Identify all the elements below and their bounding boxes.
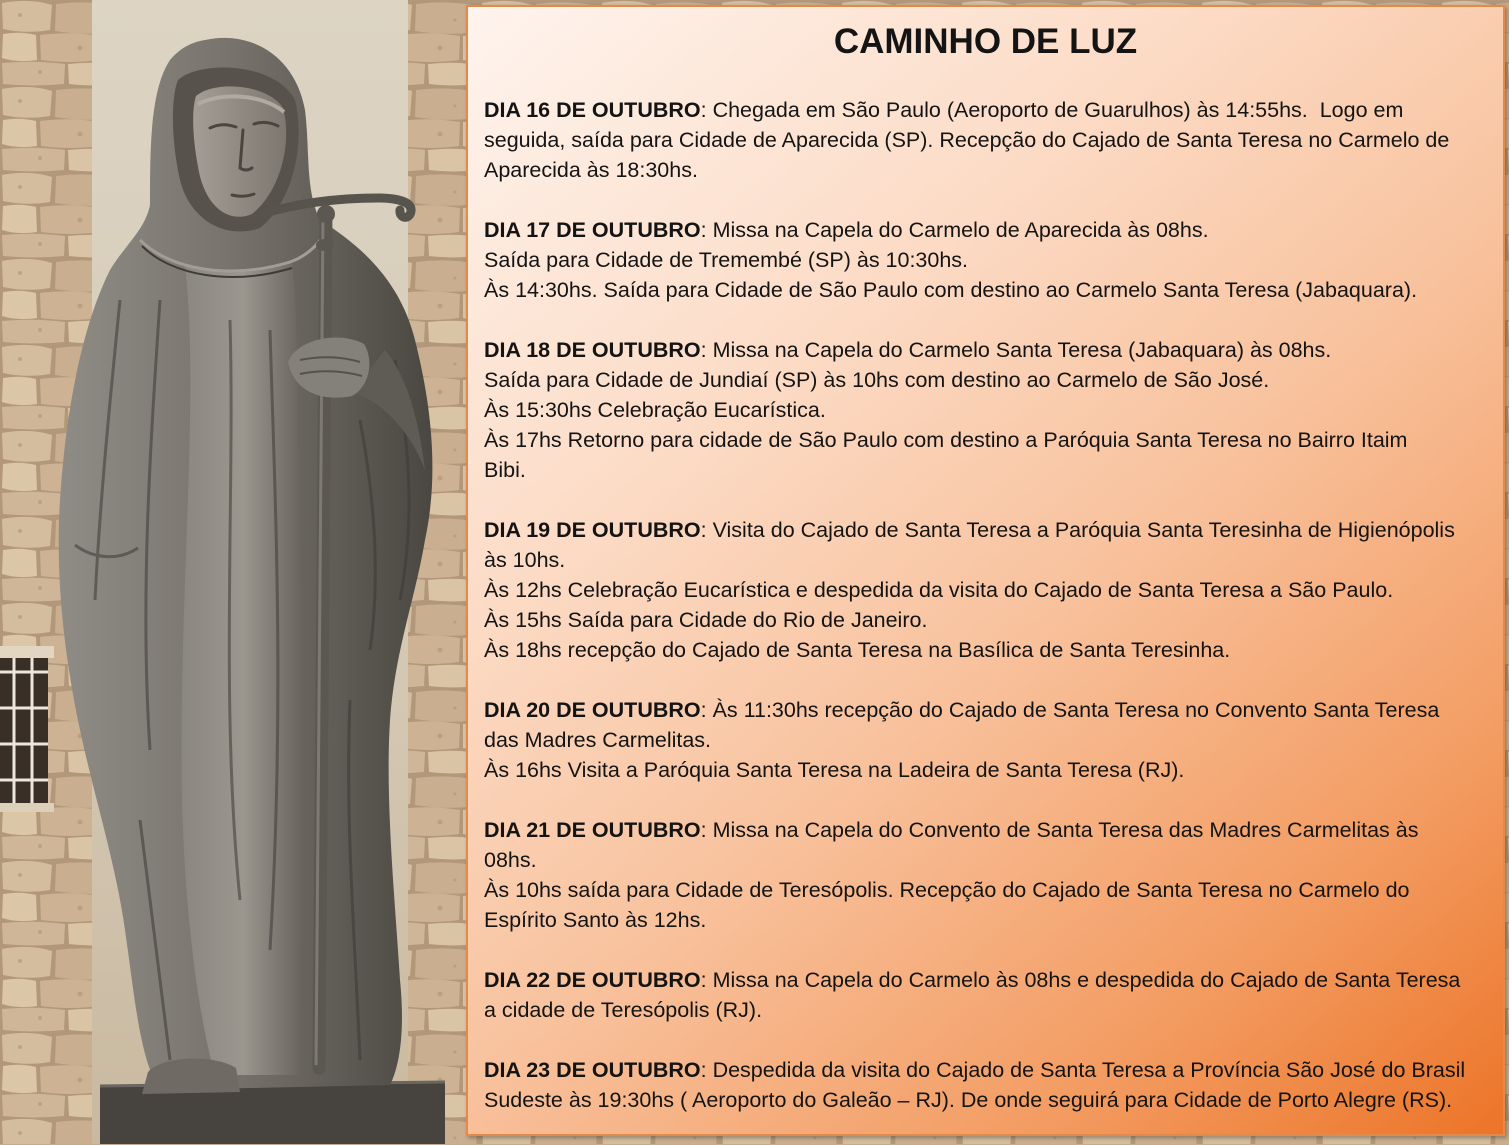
day-text: : Visita do Cajado de Santa Teresa a Paróquia Santa Teresinha de Higienópolis [700, 518, 1455, 542]
schedule-panel [466, 5, 1505, 1136]
day-21-entry [484, 815, 1494, 935]
day-label: DIA 16 DE OUTUBRO [484, 98, 701, 122]
day-line [484, 695, 1494, 725]
day-text: : Missa na Capela do Convento de Santa Teresa das Madres Carmelitas às [700, 818, 1419, 842]
day-line: seguida, saída para Cidade de Aparecida (SP). Recepção do Cajado de Santa Teresa no Carmelo de [484, 128, 1450, 152]
day-line: 08hs. [484, 848, 537, 872]
day-line: Saída para Cidade de Tremembé (SP) às 10:30hs. [484, 248, 969, 272]
day-line [484, 335, 1494, 365]
day-line: Às 15:30hs Celebração Eucarística. [484, 398, 826, 422]
day-line: Às 18hs recepção do Cajado de Santa Teresa na Basílica de Santa Teresinha. [484, 638, 1231, 662]
day-line: das Madres Carmelitas. [484, 728, 712, 752]
day-line: Às 17hs Retorno para cidade de São Paulo com destino a Paróquia Santa Teresa no Bairro Itaim [484, 428, 1408, 452]
day-line: Bibi. [484, 458, 526, 482]
day-line: Às 15hs Saída para Cidade do Rio de Janeiro. [484, 608, 928, 632]
day-line [484, 965, 1494, 995]
day-line [484, 815, 1494, 845]
day-line: Às 12hs Celebração Eucarística e despedida da visita do Cajado de Santa Teresa a São Paulo. [484, 578, 1394, 602]
schedule-list [484, 95, 1494, 1145]
day-16-entry [484, 95, 1494, 185]
day-label: DIA 17 DE OUTUBRO [484, 218, 701, 242]
window [0, 646, 54, 812]
day-22-entry [484, 965, 1494, 1025]
day-label: DIA 22 DE OUTUBRO [484, 968, 701, 992]
day-17-entry [484, 215, 1494, 305]
page-title: CAMINHO DE LUZ [833, 22, 1138, 61]
day-line: Espírito Santo às 12hs. [484, 908, 707, 932]
day-label: DIA 18 DE OUTUBRO [484, 338, 701, 362]
day-line: Às 14:30hs. Saída para Cidade de São Paulo com destino ao Carmelo Santa Teresa (Jabaquara). [484, 278, 1418, 302]
day-text: : Às 11:30hs recepção do Cajado de Santa Teresa no Convento Santa Teresa [700, 698, 1440, 722]
day-line [484, 1055, 1494, 1085]
day-23-entry [484, 1055, 1494, 1115]
day-line [484, 95, 1494, 125]
day-text: : Missa na Capela do Carmelo às 08hs e despedida do Cajado de Santa Teresa [700, 968, 1461, 992]
day-text: : Missa na Capela do Carmelo Santa Teresa (Jabaquara) às 08hs. [700, 338, 1332, 362]
day-18-entry [484, 335, 1494, 485]
day-line: a cidade de Teresópolis (RJ). [484, 998, 763, 1022]
day-line: às 10hs. [484, 548, 566, 572]
day-line [484, 515, 1494, 545]
day-text: : Missa na Capela do Carmelo de Aparecida às 08hs. [700, 218, 1209, 242]
day-19-entry [484, 515, 1494, 665]
day-text: : Despedida da visita do Cajado de Santa Teresa a Província São José do Brasil [700, 1058, 1466, 1082]
day-20-entry [484, 695, 1494, 785]
day-label: DIA 19 DE OUTUBRO [484, 518, 701, 542]
day-line: Aparecida às 18:30hs. [484, 158, 698, 182]
day-text: : Chegada em São Paulo (Aeroporto de Guarulhos) às 14:55hs. Logo em [700, 98, 1404, 122]
day-label: DIA 21 DE OUTUBRO [484, 818, 701, 842]
day-label: DIA 20 DE OUTUBRO [484, 698, 701, 722]
day-line: Às 10hs saída para Cidade de Teresópolis. Recepção do Cajado de Santa Teresa no Carmelo do [484, 878, 1410, 902]
day-line: Sudeste às 19:30hs ( Aeroporto do Galeão – RJ). De onde seguirá para Cidade de Porto Alegre (RS). [484, 1088, 1453, 1112]
day-line: Às 16hs Visita a Paróquia Santa Teresa na Ladeira de Santa Teresa (RJ). [484, 758, 1185, 782]
day-line: Saída para Cidade de Jundiaí (SP) às 10hs com destino ao Carmelo de São José. [484, 368, 1270, 392]
day-line [484, 215, 1494, 245]
day-label: DIA 23 DE OUTUBRO [484, 1058, 701, 1082]
